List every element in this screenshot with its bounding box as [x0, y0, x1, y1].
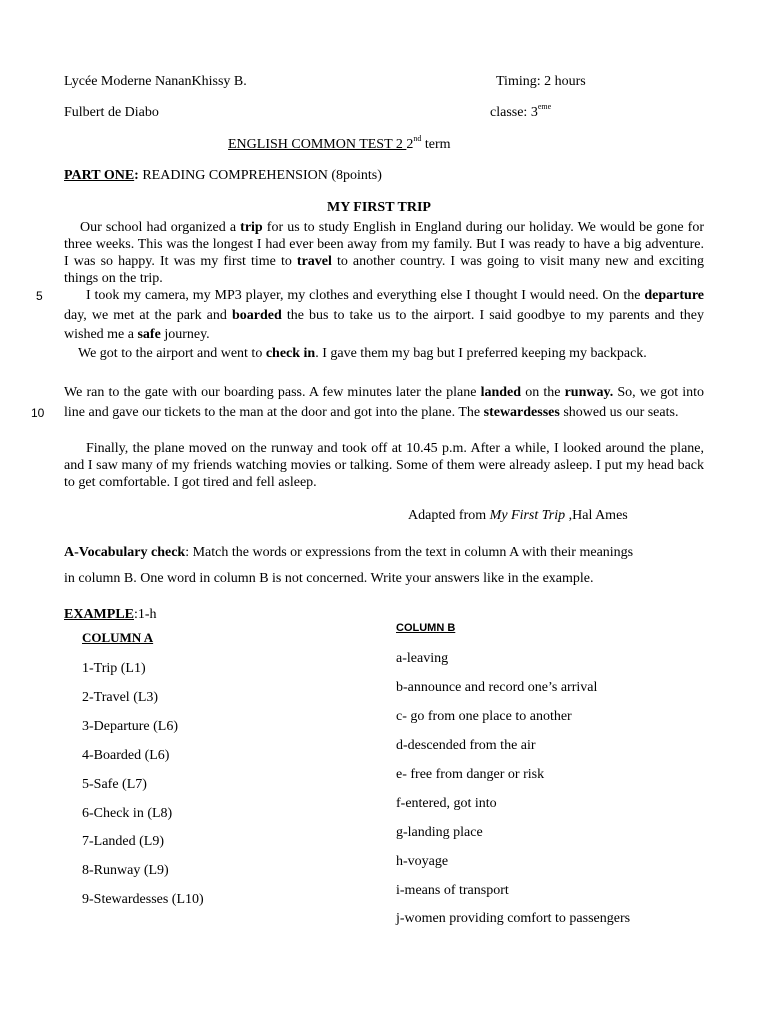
column-a-title: COLUMN A	[82, 630, 154, 645]
paragraph-2	[64, 286, 704, 345]
line-number-10: 10	[31, 406, 45, 420]
paragraph-1	[64, 219, 704, 287]
column-b-item: e- free from danger or risk	[396, 767, 545, 782]
column-b-title: COLUMN B	[396, 622, 456, 634]
column-b-item: i-means of transport	[396, 883, 509, 898]
class-superscript: eme	[537, 102, 552, 111]
p4-part: So, we got into line and gave our tickets to the man at the door and got into the plane. The	[64, 385, 705, 420]
p1-part: to another country. I was going to visit many new and exciting things on the trip.	[64, 254, 704, 286]
paragraph-5	[64, 440, 704, 491]
p3-part: . I gave them my bag but I preferred keeping my backpack.	[315, 346, 647, 361]
vocab-label: A-Vocabulary check	[64, 545, 186, 560]
part-one-colon: :	[134, 168, 139, 183]
vocab-instructions-line1	[64, 545, 633, 561]
column-b-item: d-descended from the air	[396, 738, 536, 753]
part-one-heading	[64, 168, 382, 184]
p2-part: day, we met at the park and	[64, 307, 232, 323]
example-value: :1-h	[134, 607, 157, 622]
vocab-word-safe: safe	[137, 327, 161, 342]
p4-part: We ran to the gate with our boarding pass. A few minutes later the plane	[64, 385, 481, 400]
column-a-item: 8-Runway (L9)	[82, 863, 169, 878]
vocab-word-check-in: check in	[265, 346, 316, 361]
p4-part: showed us our seats.	[559, 404, 679, 420]
part-one-label: PART ONE	[64, 168, 135, 183]
vocab-word-boarded: boarded	[231, 307, 282, 323]
column-b-item: b-announce and record one’s arrival	[396, 680, 598, 695]
school-name-line1: Lycée Moderne NananKhissy B.	[64, 74, 247, 89]
p4-part: on the	[521, 385, 565, 400]
paragraph-3	[64, 344, 704, 364]
example-label: EXAMPLE	[64, 607, 134, 622]
class-text: classe: 3	[490, 105, 538, 120]
column-a-item: 5-Safe (L7)	[82, 777, 147, 792]
p2-part: journey.	[160, 327, 210, 342]
term-word: term	[421, 137, 451, 152]
vocab-instructions-text: : Match the words or expressions from the text in column A with their meanings	[185, 545, 634, 560]
p1-part: for us to study English in England during our holiday. We would be gone for three weeks. This was the longest I had ever been away from my family. But I was ready to have a big adventure. I was so happy. It was my first time to	[64, 220, 704, 269]
vocab-word-stewardesses: stewardesses	[483, 404, 560, 420]
text-source	[408, 508, 628, 524]
column-a-item: 2-Travel (L3)	[82, 690, 159, 705]
column-b-item: f-entered, got into	[396, 796, 497, 811]
example	[64, 607, 157, 623]
text-title: MY FIRST TRIP	[327, 200, 431, 215]
column-a-item: 1-Trip (L1)	[82, 661, 146, 676]
vocab-word-landed: landed	[480, 385, 522, 400]
test-title-text: ENGLISH COMMON TEST 2	[228, 137, 407, 152]
column-b-item: a-leaving	[396, 651, 449, 666]
column-b-item: c- go from one place to another	[396, 709, 572, 724]
test-title	[228, 134, 451, 153]
part-one-title: READING COMPREHENSION (8points)	[138, 168, 382, 183]
school-name-line2: Fulbert de Diabo	[64, 105, 159, 120]
column-b-item: h-voyage	[396, 854, 449, 869]
vocab-instructions-line2: in column B. One word in column B is not concerned. Write your answers like in the example.	[64, 571, 594, 586]
column-b-item: j-women providing comfort to passengers	[396, 911, 631, 926]
column-a-item: 9-Stewardesses (L10)	[82, 892, 204, 907]
p3-part: We got to the airport and went to	[78, 346, 266, 361]
term-superscript: nd	[413, 134, 422, 143]
p2-part: the bus to take us to the airport. I said goodbye to my parents and they wished me a	[64, 307, 704, 342]
vocab-word-departure: departure	[644, 288, 704, 303]
line-number-5: 5	[36, 289, 43, 303]
term-number: 2	[406, 137, 414, 152]
p5-text: Finally, the plane moved on the runway and took off at 10.45 p.m. After a while, I looked around the plane, and I saw many of my friends watching movies or talking. Some of them were already asleep. I put my head back to get comfortable. I got tired and fell asleep.	[64, 441, 704, 490]
paragraph-4	[64, 383, 704, 422]
column-a-item: 4-Boarded (L6)	[82, 748, 170, 763]
source-title: My First Trip	[489, 508, 566, 523]
class-label	[490, 102, 552, 121]
source-author: ,Hal Ames	[565, 508, 628, 523]
timing: Timing: 2 hours	[496, 74, 586, 89]
source-prefix: Adapted from	[408, 508, 490, 523]
p1-part: Our school had organized a	[80, 220, 241, 235]
column-a-item: 7-Landed (L9)	[82, 834, 165, 849]
vocab-word-runway: runway.	[564, 385, 614, 400]
column-b-item: g-landing place	[396, 825, 483, 840]
vocab-word-travel: travel	[296, 254, 332, 269]
p2-part: I took my camera, my MP3 player, my clothes and everything else I thought I would need. On the	[86, 288, 645, 303]
column-a-item: 3-Departure (L6)	[82, 719, 179, 734]
column-a-item: 6-Check in (L8)	[82, 806, 173, 821]
vocab-word-trip: trip	[240, 220, 263, 235]
